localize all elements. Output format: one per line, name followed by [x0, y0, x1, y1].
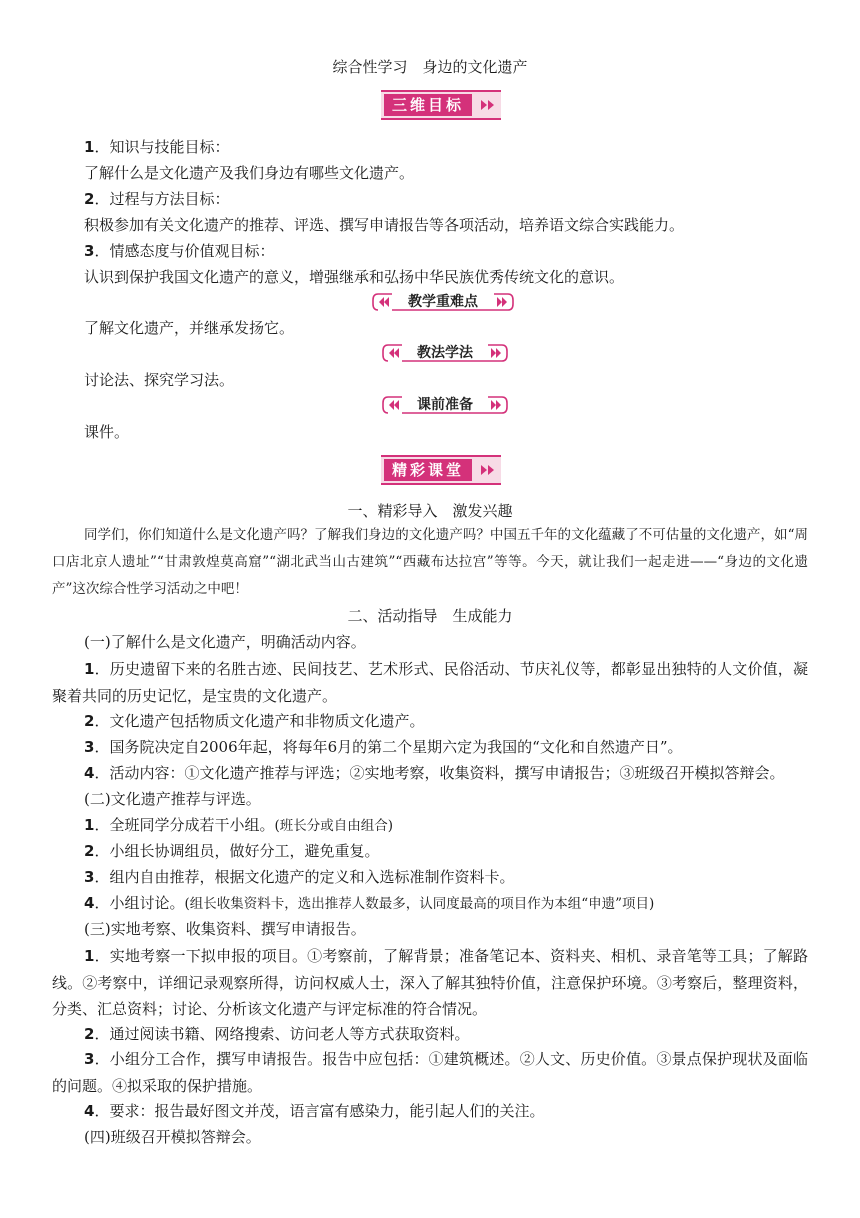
part-3-item-3: 3．小组分工合作，撰写申请报告。报告中应包括：①建筑概述。②人文、历史价值。③景点保护现状及面临的问题。④拟采取的保护措施。: [52, 1050, 808, 1095]
pill-prep-label: 课前准备: [417, 397, 473, 413]
part-2-item-4: 4．小组讨论。(组长收集资料卡，选出推荐人数最多，认同度最高的项目作为本组“申遗”项目): [84, 894, 655, 912]
section-2-heading: 二、活动指导 生成能力: [347, 607, 513, 625]
part-2-item-1: 1．全班同学分成若干小组。(班长分或自由组合): [84, 816, 393, 834]
banner-goals: [381, 90, 501, 120]
methods-text: 讨论法、探究学习法。: [84, 371, 235, 389]
pill-methods-label: 教法学法: [417, 345, 473, 361]
part-4-title: (四)班级召开模拟答辩会。: [84, 1128, 261, 1146]
goal-3-text: 认识到保护我国文化遗产的意义，增强继承和弘扬中华民族优秀传统文化的意识。: [84, 268, 625, 286]
banner-classroom-label: 精彩课堂: [384, 459, 472, 481]
section-1-heading: 一、精彩导入 激发兴趣: [347, 502, 513, 520]
part-1-item-4: 4．活动内容：①文化遗产推荐与评选；②实地考察，收集资料，撰写申请报告；③班级召开模拟答辩会。: [84, 764, 785, 782]
part-3-title: (三)实地考察、收集资料、撰写申请报告。: [84, 920, 366, 938]
part-3-item-2: 2．通过阅读书籍、网络搜索、访问老人等方式获取资料。: [84, 1025, 470, 1043]
part-1-item-3: 3．国务院决定自2006年起，将每年6月的第二个星期六定为我国的“文化和自然遗产日”。: [84, 738, 683, 756]
part-2-item-3: 3．组内自由推荐，根据文化遗产的定义和入选标准制作资料卡。: [84, 868, 515, 886]
goal-2-text: 积极参加有关文化遗产的推荐、评选、撰写申请报告等各项活动，培养语文综合实践能力。: [84, 216, 685, 234]
pill-prep: [382, 395, 508, 415]
part-2-item-2: 2．小组长协调组员，做好分工，避免重复。: [84, 842, 380, 860]
goal-1-heading: 1．知识与技能目标：: [84, 138, 230, 156]
pill-key-points: [372, 292, 514, 312]
pill-methods: [382, 343, 508, 363]
part-3-item-4: 4．要求：报告最好图文并茂，语言富有感染力，能引起人们的关注。: [84, 1102, 545, 1120]
page-title: 综合性学习 身边的文化遗产: [332, 58, 528, 76]
prep-text: 课件。: [84, 423, 130, 441]
double-arrow-icon: [480, 99, 496, 111]
goal-3-heading: 3．情感态度与价值观目标：: [84, 242, 275, 260]
goal-2-heading: 2．过程与方法目标：: [84, 190, 230, 208]
double-arrow-icon: [480, 464, 496, 476]
banner-classroom: [381, 455, 501, 485]
part-1-item-2: 2．文化遗产包括物质文化遗产和非物质文化遗产。: [84, 712, 425, 730]
part-1-title: (一)了解什么是文化遗产，明确活动内容。: [84, 633, 366, 651]
section-1-intro: 同学们，你们知道什么是文化遗产吗？了解我们身边的文化遗产吗？中国五千年的文化蕴藏了不可估量的文化遗产，如“周口店北京人遗址”“甘肃敦煌莫高窟”“湖北武当山古建筑”“西藏布达拉宫”等等。今天，就让我们一起走进——“身边的文化遗产”这次综合性学习活动之中吧！: [52, 527, 808, 597]
key-points-text: 了解文化遗产，并继承发扬它。: [84, 319, 295, 337]
goal-1-text: 了解什么是文化遗产及我们身边有哪些文化遗产。: [84, 164, 415, 182]
pill-key-points-label: 教学重难点: [408, 294, 478, 310]
banner-goals-label: 三维目标: [384, 94, 472, 116]
part-1-item-1: 1．历史遗留下来的名胜古迹、民间技艺、艺术形式、民俗活动、节庆礼仪等，都彰显出独特的人文价值，凝聚着共同的历史记忆，是宝贵的文化遗产。: [52, 660, 808, 705]
part-3-item-1: 1．实地考察一下拟申报的项目。①考察前，了解背景；准备笔记本、资料夹、相机、录音笔等工具；了解路线。②考察中，详细记录观察所得，访问权威人士，深入了解其独特价值，注意保护环境。③考察后，整理资料，分类、汇总资料；讨论、分析该文化遗产与评定标准的符合情况。: [52, 947, 808, 1018]
part-2-title: (二)文化遗产推荐与评选。: [84, 790, 261, 808]
